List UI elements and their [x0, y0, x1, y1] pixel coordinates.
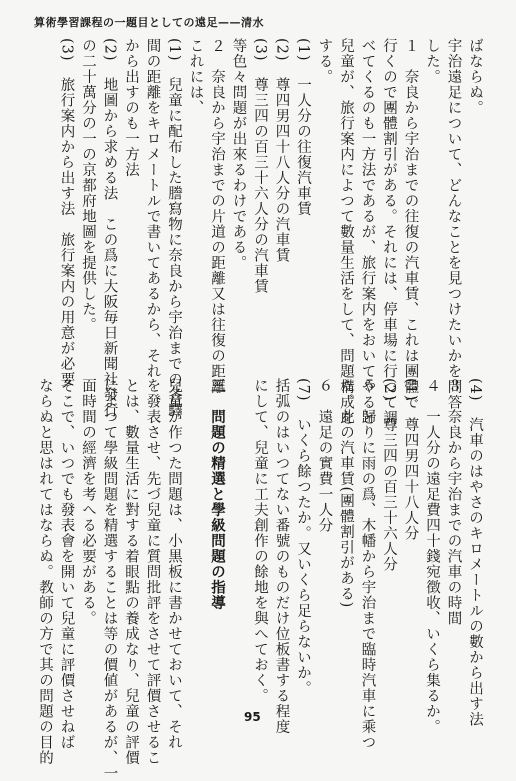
upper-text-line: ばならぬ。 [467, 38, 483, 116]
lower-text-line: ならぬと思はれてはならぬ。教師の方で其の問題の目的 [37, 378, 53, 766]
upper-text-line: (3) 旅行案内から出す法 旅行案内の用意が必要 [58, 38, 75, 388]
lower-text-line: を發表させ、先づ兒童に質問批評をさせて評價させるこ [144, 378, 161, 766]
upper-text-line: べてくるのも一方法であるが、旅行案内をおいてやると [359, 38, 376, 426]
upper-text-line: これには、 [187, 38, 204, 116]
upper-text-line: (2) 尊四男四十八人分の汽車賃 [273, 38, 290, 264]
upper-text-line: 兒童が、旅行案内によつて數量生活をして、問題構成を [338, 38, 354, 426]
upper-text-line: ２ 奈良から宇治までの片道の距離又は往復の距離 [209, 38, 225, 395]
lower-text-line: 兒童が作つた問題は、小黒板に書かせておいて、それ [166, 378, 182, 750]
upper-text-line: 宇治遠足について、どんなことを見つけたいかを問答 [445, 38, 462, 410]
lower-text-line: 括弧のはいつてない番號のものだけ位板書する程度 [273, 378, 290, 735]
upper-text-line: から出すのも一方法 [123, 38, 139, 178]
upper-text-line: 等色々問題が出來るわけである。 [230, 38, 247, 271]
upper-text-line: 間の距離をキロメートルで書いてあるから、それ [144, 38, 161, 379]
upper-text-line: (3) 尊三四の百三十六人分の汽車賃 [252, 38, 268, 295]
upper-text-line: (1) 一人分の往復汽車賃 [295, 38, 311, 217]
upper-text-line: した。 [424, 38, 440, 85]
lower-text-line: (2) 尊三四の百三十六人分 [381, 378, 397, 573]
lower-text-line: ５ 歸りに雨の爲、木幡から宇治まで臨時汽車に乘つ [359, 378, 376, 750]
page-number: 95 [244, 710, 261, 724]
upper-text-line: 行くので團體割引がある。それには、停車場に行つて調 [381, 38, 397, 426]
lower-text-line: ６ 遠足の實費一人分 [316, 378, 333, 533]
lower-text-line: (4) 汽車のはやさのキロメートルの數から出す法 [467, 378, 483, 728]
lower-text-line: 面時間の經濟を考へる必要がある。 [80, 378, 96, 626]
lower-text-line: ３ 奈良から宇治までの汽車の時間 [445, 378, 462, 626]
lower-text-line: た。此の汽車賃(團體割引がある) [338, 378, 354, 609]
upper-text-line: する。 [316, 38, 333, 85]
lower-text-line: によつて學級問題を精選することは等の價値があるが、一 [101, 378, 118, 781]
upper-text-line: の二十萬分の一の京都府地圖を提供した。 [80, 38, 96, 333]
upper-text-line: １ 奈良から宇治までの往復の汽車賃、これは團體で [402, 38, 419, 410]
running-header: 算術學習課程の一題目としての遠足——清水 [34, 16, 264, 29]
lower-text-line: ４ 一人分の遠足費四十錢宛徴收、いくら集るか。 [424, 378, 440, 735]
lower-text-line: (1) 尊四男四十八人分 [402, 378, 419, 542]
lower-text-line: にして、兒童に工夫創作の餘地を與へておく。 [252, 378, 268, 704]
upper-text-line: (2) 地圖から求める法 この爲に大阪毎日新聞社發行 [101, 38, 118, 419]
lower-text-line: とは、數量生活に對する着眼點の養成なり、兒童の評價 [123, 378, 139, 766]
lower-text-line: そこで、いつでも發表會を開いて兒童に評價させねば [58, 378, 75, 750]
lower-text-line: (7) いくら餘つたか。又いくら足らないか。 [295, 378, 311, 697]
lower-text-line: 三 問題の精選と學級問題の指導 [209, 378, 226, 611]
upper-text-line: (1) 兒童に配布した謄寫物に奈良から宇治までの各驛 [166, 38, 182, 419]
